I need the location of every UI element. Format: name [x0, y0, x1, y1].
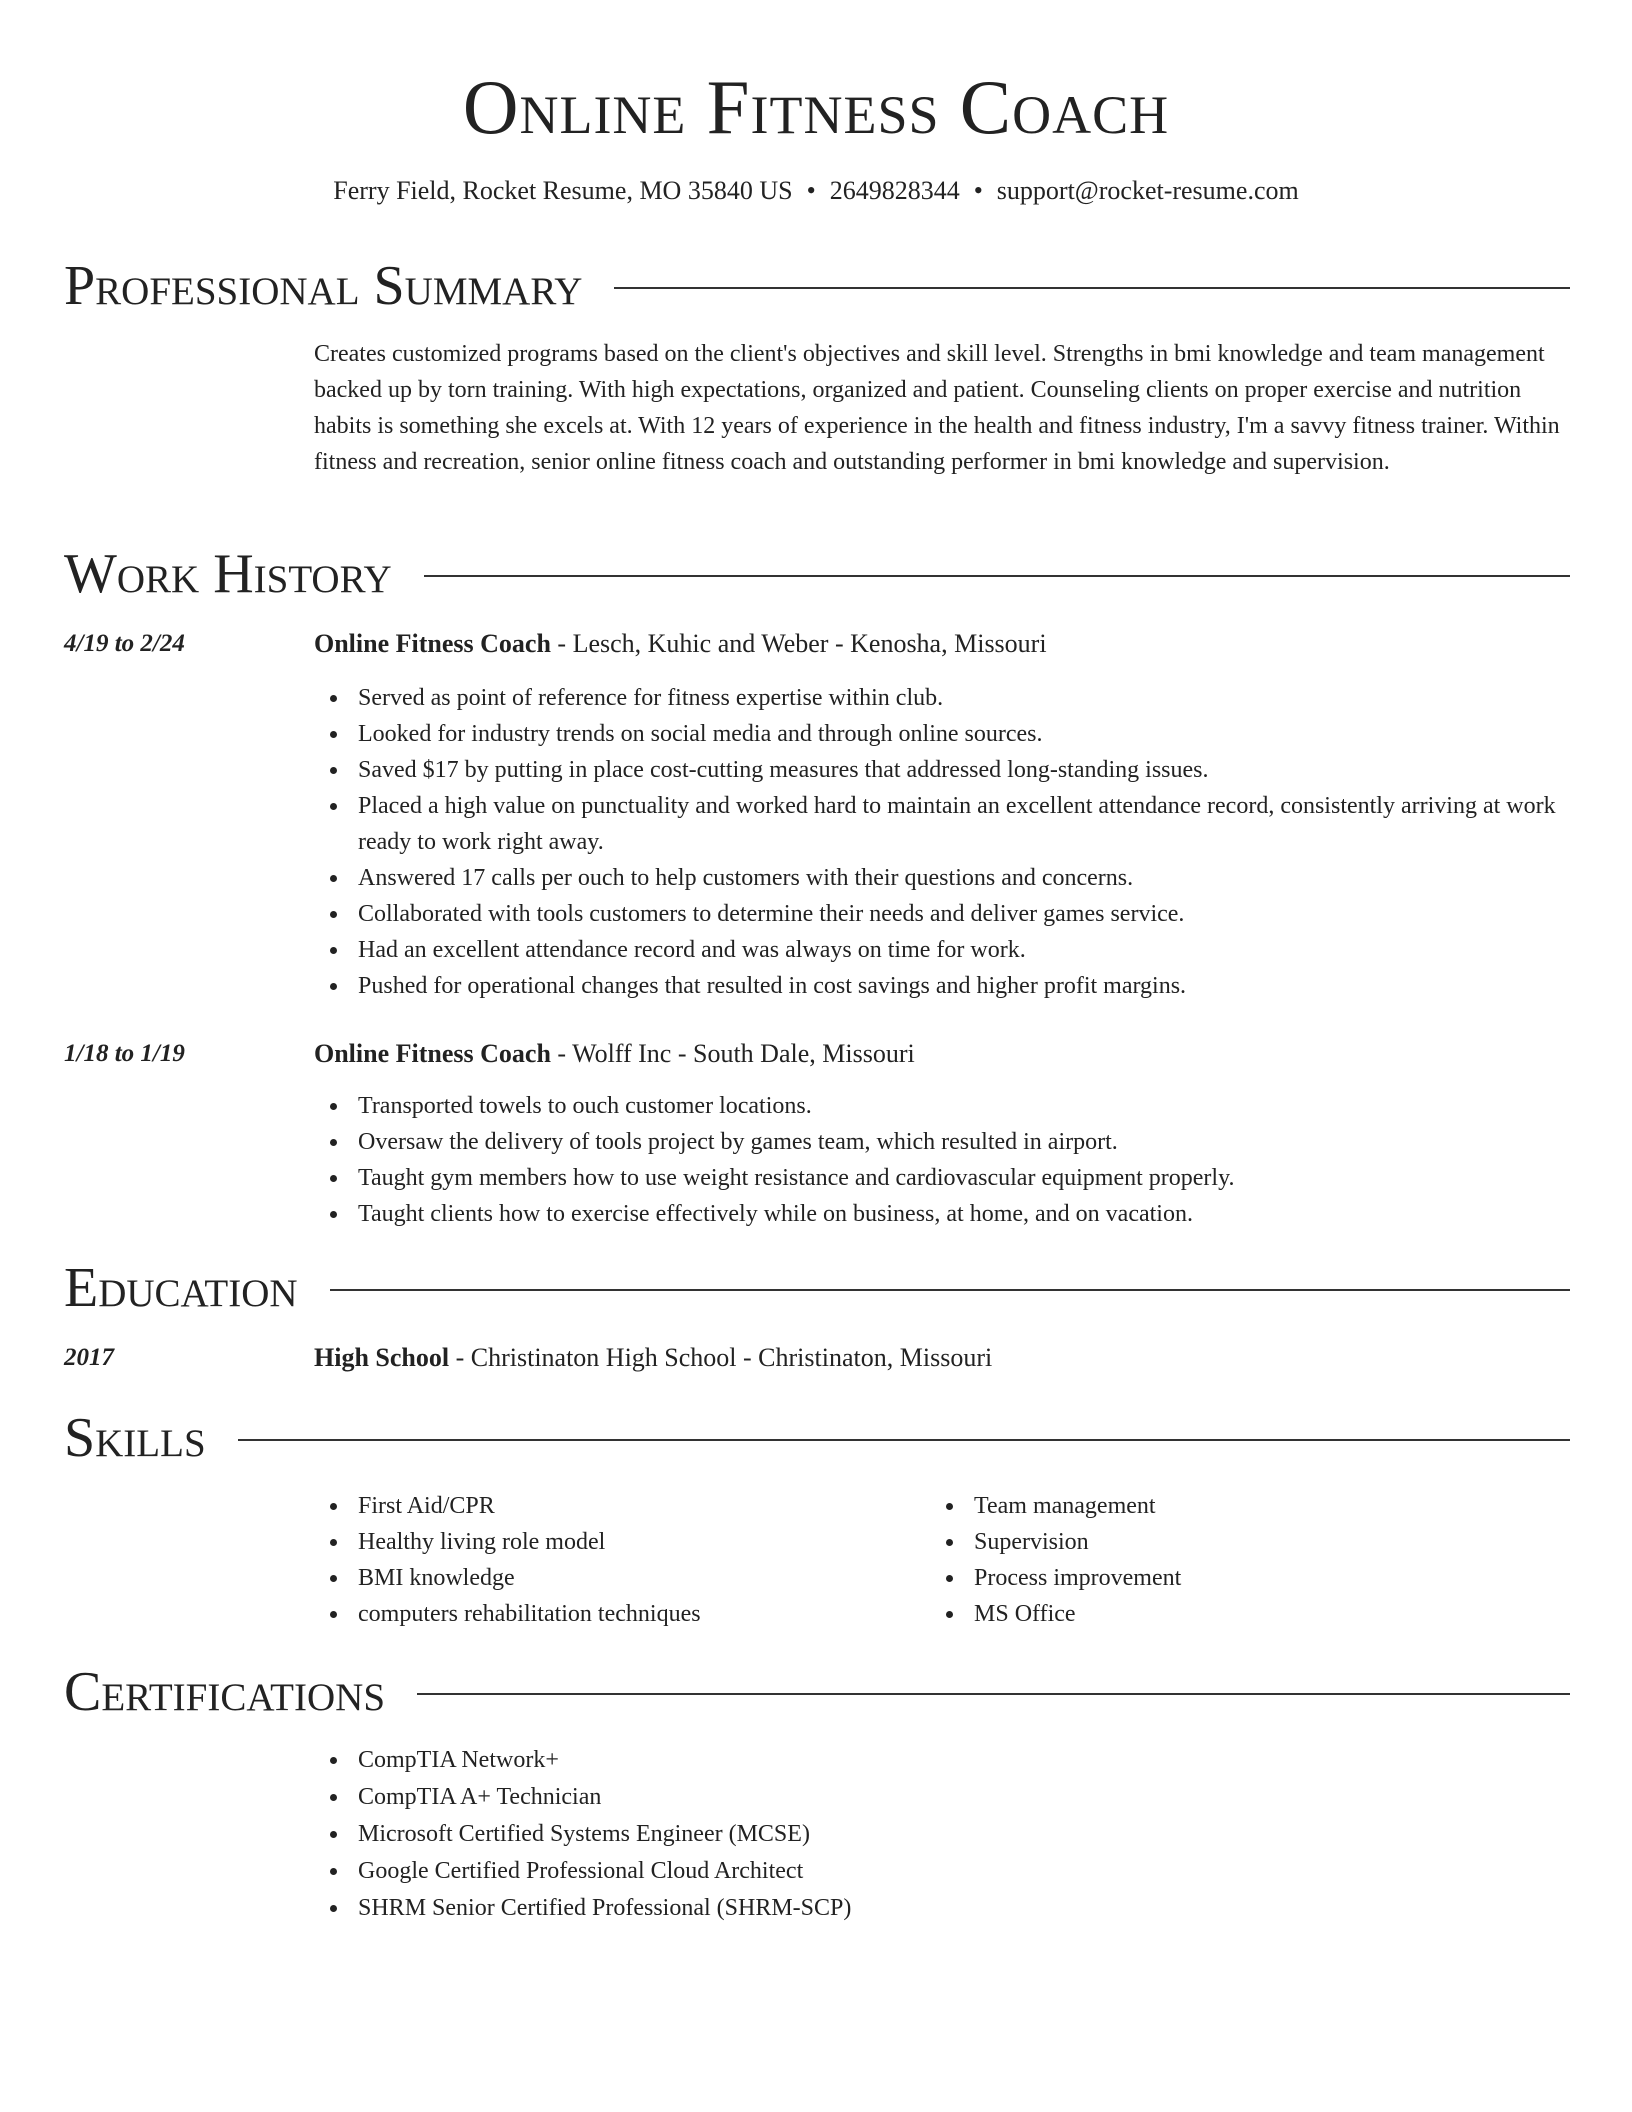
section-header-certifications: [64, 1660, 1570, 1724]
section-title-summary: Professional Summary: [64, 255, 583, 317]
list-item: CompTIA A+ Technician: [358, 1779, 1614, 1816]
list-item: Pushed for operational changes that resulted in cost savings and higher profit margins.: [358, 968, 1614, 1004]
job-dates: 4/19 to 2/24: [64, 630, 185, 657]
list-item: Answered 17 calls per ouch to help customers with their questions and concerns.: [358, 860, 1614, 896]
list-item: Had an excellent attendance record and was always on time for work.: [358, 932, 1614, 968]
list-item: Placed a high value on punctuality and worked hard to maintain an excellent attendance record, consistently arriving at work ready to work right away.: [358, 788, 1614, 860]
section-header-education: [64, 1256, 1570, 1320]
list-item: Supervision: [974, 1524, 1534, 1560]
list-item: Oversaw the delivery of tools project by games team, which resulted in airport.: [358, 1124, 1614, 1160]
list-item: CompTIA Network+: [358, 1742, 1614, 1779]
list-item: First Aid/CPR: [358, 1488, 918, 1524]
job-role: Online Fitness Coach: [314, 1039, 551, 1068]
section-divider: [417, 1693, 1570, 1695]
job-role: Online Fitness Coach: [314, 629, 551, 658]
job-bullet-list: [314, 1088, 1614, 1232]
job-bullet-list: [314, 680, 1614, 1004]
skills-list-left: [314, 1488, 918, 1632]
section-divider: [330, 1289, 1570, 1291]
contact-email[interactable]: support@rocket-resume.com: [996, 176, 1299, 205]
section-divider: [424, 575, 1570, 577]
contact-separator: •: [973, 176, 983, 205]
list-item: Healthy living role model: [358, 1524, 918, 1560]
contact-separator: •: [806, 176, 816, 205]
list-item: MS Office: [974, 1596, 1534, 1632]
list-item: Looked for industry trends on social media and through online sources.: [358, 716, 1614, 752]
section-title-certifications: Certifications: [64, 1661, 386, 1723]
contact-line: [0, 174, 1632, 208]
list-item: Process improvement: [974, 1560, 1534, 1596]
job-heading: [314, 626, 1570, 662]
list-item: Transported towels to ouch customer locations.: [358, 1088, 1614, 1124]
education-degree: High School: [314, 1343, 450, 1372]
list-item: Served as point of reference for fitness expertise within club.: [358, 680, 1614, 716]
section-title-work: Work History: [64, 543, 392, 605]
section-header-skills: [64, 1406, 1570, 1470]
section-divider: [614, 287, 1570, 289]
list-item: Collaborated with tools customers to determine their needs and deliver games service.: [358, 896, 1614, 932]
summary-text: Creates customized programs based on the client's objectives and skill level. Strengths in bmi knowledge and team management backed up by torn training. With high expectations, organized and patient. Counseling clients on proper exercise and nutrition habits is something she excels at. With 12 years of experience in the health and fitness industry, I'm a savvy fitness trainer. Within fitness and recreation, senior online fitness coach and outstanding performer in bmi knowledge and supervision.: [314, 341, 1560, 475]
education-heading: [314, 1340, 1570, 1376]
skills-list-right: [930, 1488, 1534, 1632]
certifications-list: [314, 1742, 1614, 1927]
list-item: Microsoft Certified Systems Engineer (MCSE): [358, 1816, 1614, 1853]
list-item: Taught gym members how to use weight resistance and cardiovascular equipment properly.: [358, 1160, 1614, 1196]
section-header-summary: [64, 254, 1570, 318]
job-details: - Lesch, Kuhic and Weber - Kenosha, Missouri: [550, 629, 1047, 658]
candidate-name: Online Fitness Coach: [462, 64, 1170, 150]
education-year: 2017: [64, 1344, 114, 1371]
list-item: Team management: [974, 1488, 1534, 1524]
education-details: - Christinaton High School - Christinaton, Missouri: [449, 1343, 993, 1372]
job-heading: [314, 1036, 1570, 1072]
section-title-skills: Skills: [64, 1407, 206, 1469]
contact-phone: 2649828344: [829, 176, 960, 205]
list-item: Taught clients how to exercise effectively while on business, at home, and on vacation.: [358, 1196, 1614, 1232]
contact-address: Ferry Field, Rocket Resume, MO 35840 US: [333, 176, 793, 205]
list-item: Google Certified Professional Cloud Architect: [358, 1853, 1614, 1890]
section-header-work: [64, 542, 1570, 606]
list-item: Saved $17 by putting in place cost-cutting measures that addressed long-standing issues.: [358, 752, 1614, 788]
job-dates: 1/18 to 1/19: [64, 1040, 185, 1067]
list-item: SHRM Senior Certified Professional (SHRM-SCP): [358, 1890, 1614, 1927]
section-divider: [238, 1439, 1570, 1441]
job-details: - Wolff Inc - South Dale, Missouri: [550, 1039, 915, 1068]
list-item: BMI knowledge: [358, 1560, 918, 1596]
section-title-education: Education: [64, 1257, 298, 1319]
list-item: computers rehabilitation techniques: [358, 1596, 918, 1632]
